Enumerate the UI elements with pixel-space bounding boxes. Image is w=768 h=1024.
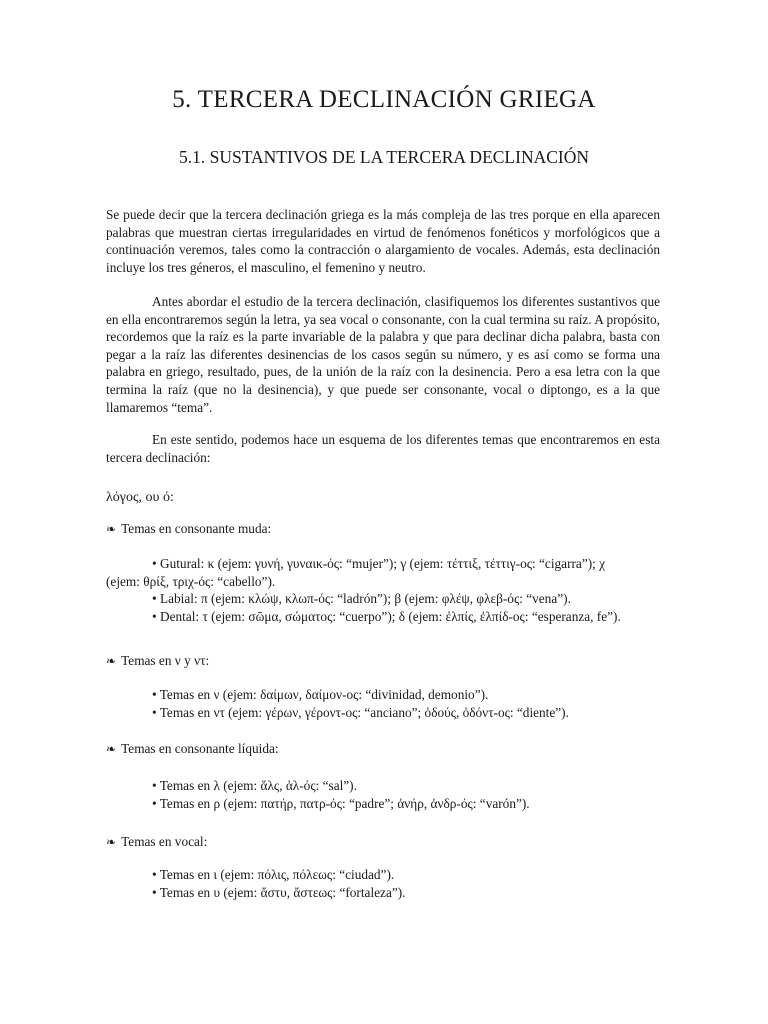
category-heading-nu-ntau	[106, 652, 209, 671]
category-label: Temas en vocal:	[121, 834, 208, 849]
list-item: (ejem: θρίξ, τριχ-ός: “cabello”).	[106, 573, 276, 589]
list-item: • Temas en ρ (ejem: πατήρ, πατρ-ός: “padre”; ἀνήρ, ἀνδρ-ός: “varón”).	[152, 795, 530, 811]
list-item: • Gutural: κ (ejem: γυνή, γυναικ-ός: “mujer”); γ (ejem: τέττιξ, τέττιγ-ος: “cigarra”); χ	[152, 556, 606, 571]
category-list-vocal	[106, 866, 666, 901]
category-label: Temas en consonante muda:	[121, 521, 272, 536]
list-item: • Temas en ντ (ejem: γέρων, γέροντ-ος: “anciano”; ὀδούς, ὀδόντ-ος: “diente”).	[152, 704, 569, 720]
paragraph-intro: Se puede decir que la tercera declinación griega es la más compleja de las tres porque en ella aparecen palabras que muestran ciertas irregularidades en virtud de fenómenos fonéticos y morfológicos que a continuación veremos, tales como la contracción o alargamiento de vocales. Además, esta declinación incluye los tres géneros, el masculino, el femenino y neutro.	[106, 207, 660, 275]
section-subtitle: 5.1. SUSTANTIVOS DE LA TERCERA DECLINACIÓN	[178, 147, 590, 167]
list-item: • Labial: π (ejem: κλώψ, κλωπ-ός: “ladrón”); β (ejem: φλέψ, φλεβ-ός: “vena”).	[152, 591, 571, 607]
page-title: 5. TERCERA DECLINACIÓN GRIEGA	[172, 86, 596, 113]
list-item: • Dental: τ (ejem: σῶμα, σώματος: “cuerpo”); δ (ejem: ἐλπίς, ἐλπίδ-ος: “esperanza, fe”).	[152, 608, 621, 624]
category-heading-vocal	[106, 833, 207, 852]
category-heading-consonante-muda	[106, 520, 271, 539]
list-item: • Temas en υ (ejem: ἄστυ, ἄστεως: “fortaleza”).	[152, 884, 406, 900]
list-item: • Temas en λ (ejem: ἅλς, ἁλ-ός: “sal”).	[152, 778, 357, 793]
category-list-consonante-muda	[106, 555, 666, 625]
greek-example-line: λόγος, ου ό:	[106, 490, 174, 505]
category-label: Temas en consonante líquida:	[121, 741, 279, 756]
fleuron-icon: ❧	[106, 654, 117, 668]
list-item: • Temas en ν (ejem: δαίμων, δαίμον-ος: “divinidad, demonio”).	[152, 687, 489, 702]
category-list-nu-ntau	[106, 686, 666, 721]
list-item: • Temas en ι (ejem: πόλις, πόλεως: “ciudad”).	[152, 867, 395, 882]
fleuron-icon: ❧	[106, 835, 117, 849]
category-heading-liquida	[106, 740, 279, 759]
category-list-liquida	[106, 777, 666, 812]
category-label: Temas en ν y ντ:	[121, 653, 210, 668]
fleuron-icon: ❧	[106, 742, 117, 756]
paragraph-scheme: En este sentido, podemos hace un esquema de los diferentes temas que encontraremos en esta tercera declinación:	[106, 432, 660, 465]
paragraph-classification: Antes abordar el estudio de la tercera declinación, clasifiquemos los diferentes sustantivos que en ella encontraremos según la letra, ya sea vocal o consonante, con la cual termina su raíz. A propósito, recordemos que la raíz es la parte invariable de la palabra y que para declinar dicha palabra, basta con pegar a la raíz las diferentes desinencias de los casos según su número, y es así como se forma una palabra en griego, resultado, pues, de la unión de la raíz con la desinencia. Pero a esa letra con la que termina la raíz (que no la desinencia), y que puede ser consonante, vocal o diptongo, es a la que llamaremos “tema”.	[106, 294, 660, 415]
fleuron-icon: ❧	[106, 522, 117, 536]
